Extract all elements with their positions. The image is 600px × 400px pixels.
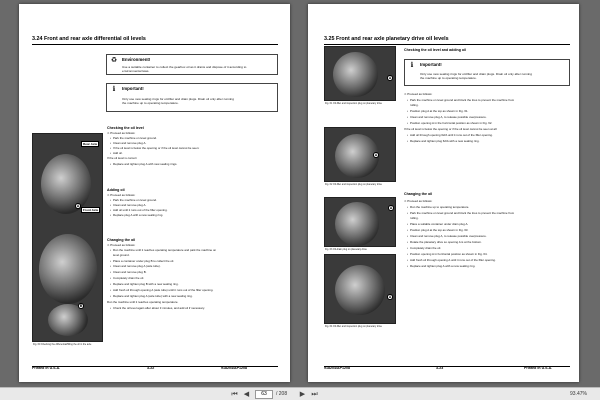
proceed-line: ➪ Proceed as follows: (404, 199, 433, 203)
page-navigation-toolbar (0, 387, 600, 400)
step: • Place a suitable container under drain plug A. (410, 223, 468, 227)
step: • Completely drain the oil. (113, 277, 144, 281)
marker-a: A (388, 295, 392, 299)
footer-print-note: Printed in U.S.A. (32, 366, 61, 370)
checking-heading: Checking the oil level and adding oil (404, 48, 467, 52)
important-note-title: Important! (122, 86, 144, 91)
figure-64-caption: Fig. 64 Oil-filler and inspection plug on planetary drive (325, 325, 383, 328)
step: • Position plug A at the top as shown in Fig. 61. (410, 110, 468, 114)
step: If the oil level is below the opening or if the oil level cannot be seen at all: (404, 127, 498, 131)
step: • Clean and remove plug A, to release possible overpressure. (410, 116, 487, 120)
section-title: 3.24 Front and rear axle differential oil levels (32, 36, 146, 42)
footer-page-number: 3-22 (147, 366, 155, 370)
zoom-level[interactable]: 93.47% (570, 391, 587, 397)
step: • Clean and remove plug A. (113, 142, 146, 146)
page-3-22 (19, 4, 290, 382)
step: • Replace and tighten plug A (axle tube) with a new sealing ring. (113, 295, 193, 299)
footer-doc-number: 918204/AP1208 (324, 366, 350, 370)
proceed-line: ➪ Proceed as follows: (107, 193, 136, 197)
figure-62-caption: Fig. 62 Oil-filler and inspection plug on planetary drive (325, 183, 383, 186)
step: • Replace and tighten plug A with a new sealing ring. (410, 265, 475, 269)
step: • Rotate the planetary drive so opening A is at the bottom. (410, 241, 482, 245)
figure-63-image (324, 197, 396, 247)
section-title: 3.25 Front and rear axle planetary drive oil levels (324, 36, 449, 42)
first-page-icon[interactable]: ⏮ (231, 391, 238, 398)
important-note-line: Only use new sealing rings for oil-filler and drain plugs. Drain oil only after running (420, 72, 532, 76)
step: • Add fresh oil through opening A (axle tube) until it runs out of the filler opening. (113, 289, 213, 293)
step: rolling. (410, 103, 419, 107)
step: • Check the oil level again after about 3 minutes, and add oil if necessary. (113, 307, 205, 311)
title-rule (324, 44, 570, 45)
figure-62-image (324, 127, 396, 182)
previous-page-icon[interactable]: ◀ (243, 391, 250, 398)
important-note (106, 83, 278, 112)
footer-print-note: Printed in U.S.A. (524, 366, 553, 370)
step: • Clean and remove plug A (axle tube). (113, 265, 161, 269)
planetary-drive-shape (335, 202, 379, 246)
step: If the oil level is correct: (107, 156, 138, 160)
rear-axle-callout: Rear Axle (83, 142, 98, 146)
adding-heading: Adding oil (107, 188, 125, 192)
step: • Replace and tighten plug B with a new sealing ring. (113, 283, 179, 287)
marker-a: A (388, 76, 392, 80)
page-3-23 (308, 4, 579, 382)
proceed-line: ➪ Proceed as follows: (107, 243, 136, 247)
marker-b: B (79, 304, 83, 308)
marker-a: A (76, 204, 80, 208)
step: • Position plug A at the top as shown in Fig. 63. (410, 229, 468, 233)
step: • If the oil level is below the opening or if the oil level cannot be seen: (113, 147, 199, 151)
axle-shape (41, 154, 91, 214)
step: • Clean and remove plug A. (113, 204, 146, 208)
step: • Run the machine until it reaches operating temperature and park the machine on (113, 249, 216, 253)
step: • Position opening A in the horizontal position as shown in Fig. 62. (410, 122, 492, 126)
proceed-line: ➪ Proceed as follows: (404, 92, 433, 96)
front-axle-callout: Front Axle (83, 208, 99, 212)
environment-note (106, 54, 278, 75)
next-page-icon[interactable]: ▶ (299, 391, 306, 398)
step: • Add oil until it runs out of the filler opening. (113, 209, 167, 213)
environment-note-title: Environment! (122, 57, 151, 62)
important-note (404, 59, 570, 86)
step: • Replace and tighten plug 62/A with a new sealing ring. (410, 140, 479, 144)
environment-note-line: environmental laws. (122, 69, 150, 73)
important-note-title: Important! (420, 62, 442, 67)
step: rolling. (410, 216, 419, 220)
axle-shape (39, 234, 97, 304)
environment-note-line: Use a suitable container to collect the gearbox oil as it drains and dispose of it according to (122, 65, 247, 69)
figure-63-caption: Fig. 63 Oil-drain plug on planetary drive (325, 248, 367, 251)
figure-61-caption: Fig. 61 Oil-filler and inspection plug on planetary drive (325, 102, 383, 105)
important-note-line: Only use new sealing rings for oil-filler and drain plugs. Drain oil only after running (122, 97, 234, 101)
step: • Park the machine on level ground. (113, 199, 157, 203)
last-page-icon[interactable]: ⏭ (311, 391, 318, 398)
step: • Place a container under plug B to collect the oil. (113, 260, 174, 264)
figure-64-image (324, 254, 396, 324)
step: • Park the machine on level ground. (113, 137, 157, 141)
title-rule (32, 44, 278, 45)
changing-heading: Changing the oil (107, 238, 136, 242)
step: • Completely drain the oil. (410, 247, 441, 251)
step: • Clean and remove plug B. (113, 271, 146, 275)
changing-heading: Changing the oil (404, 192, 433, 196)
figure-61-image (324, 46, 396, 101)
figure-60-image (32, 133, 103, 342)
step: • Add oil. (113, 152, 123, 156)
proceed-line: ➪ Proceed as follows: (107, 131, 136, 135)
marker-a: A (374, 153, 378, 157)
step: level ground. (113, 253, 130, 257)
page-total: / 208 (276, 391, 288, 397)
step: • Run the machine up to operating temperature. (410, 206, 469, 210)
step: • Replace plug A with a new sealing ring. (113, 214, 163, 218)
marker-a: A (389, 206, 393, 210)
footer-doc-number: 918204/AP1208 (221, 366, 247, 370)
planetary-drive-shape (333, 52, 378, 97)
step: • Add oil through opening 62/A until it runs out of the filler opening. (410, 134, 493, 138)
checking-heading: Checking the oil level (107, 126, 144, 130)
step: • Clean and remove plug A, to release possible overpressure. (410, 235, 487, 239)
important-note-line: the machine up to operating temperature. (420, 76, 477, 80)
step: • Park the machine on level ground and block the tires to prevent the machine from (410, 212, 514, 216)
info-icon: ℹ (112, 86, 116, 93)
page-number-input[interactable]: 63 (255, 390, 273, 399)
step: • Park the machine on level ground and block the tires to prevent the machine from (410, 99, 514, 103)
info-icon: ℹ (410, 62, 414, 69)
important-note-line: the machine up to operating temperature. (122, 101, 179, 105)
planetary-drive-shape (335, 265, 385, 315)
step: Run the machine until it reaches operating temperature. (107, 300, 179, 304)
figure-60-caption: Fig. 60 Checking the differential/filling the oil in the axle (33, 343, 92, 346)
environment-icon: ♻ (110, 57, 118, 64)
footer-page-number: 3-23 (436, 366, 444, 370)
step: • Replace and tighten plug A with new sealing rings. (113, 163, 177, 167)
step: • Add fresh oil through opening A until it runs out of the filler opening. (410, 259, 496, 263)
step: • Position opening A in horizontal position as shown in Fig. 64. (410, 253, 487, 257)
